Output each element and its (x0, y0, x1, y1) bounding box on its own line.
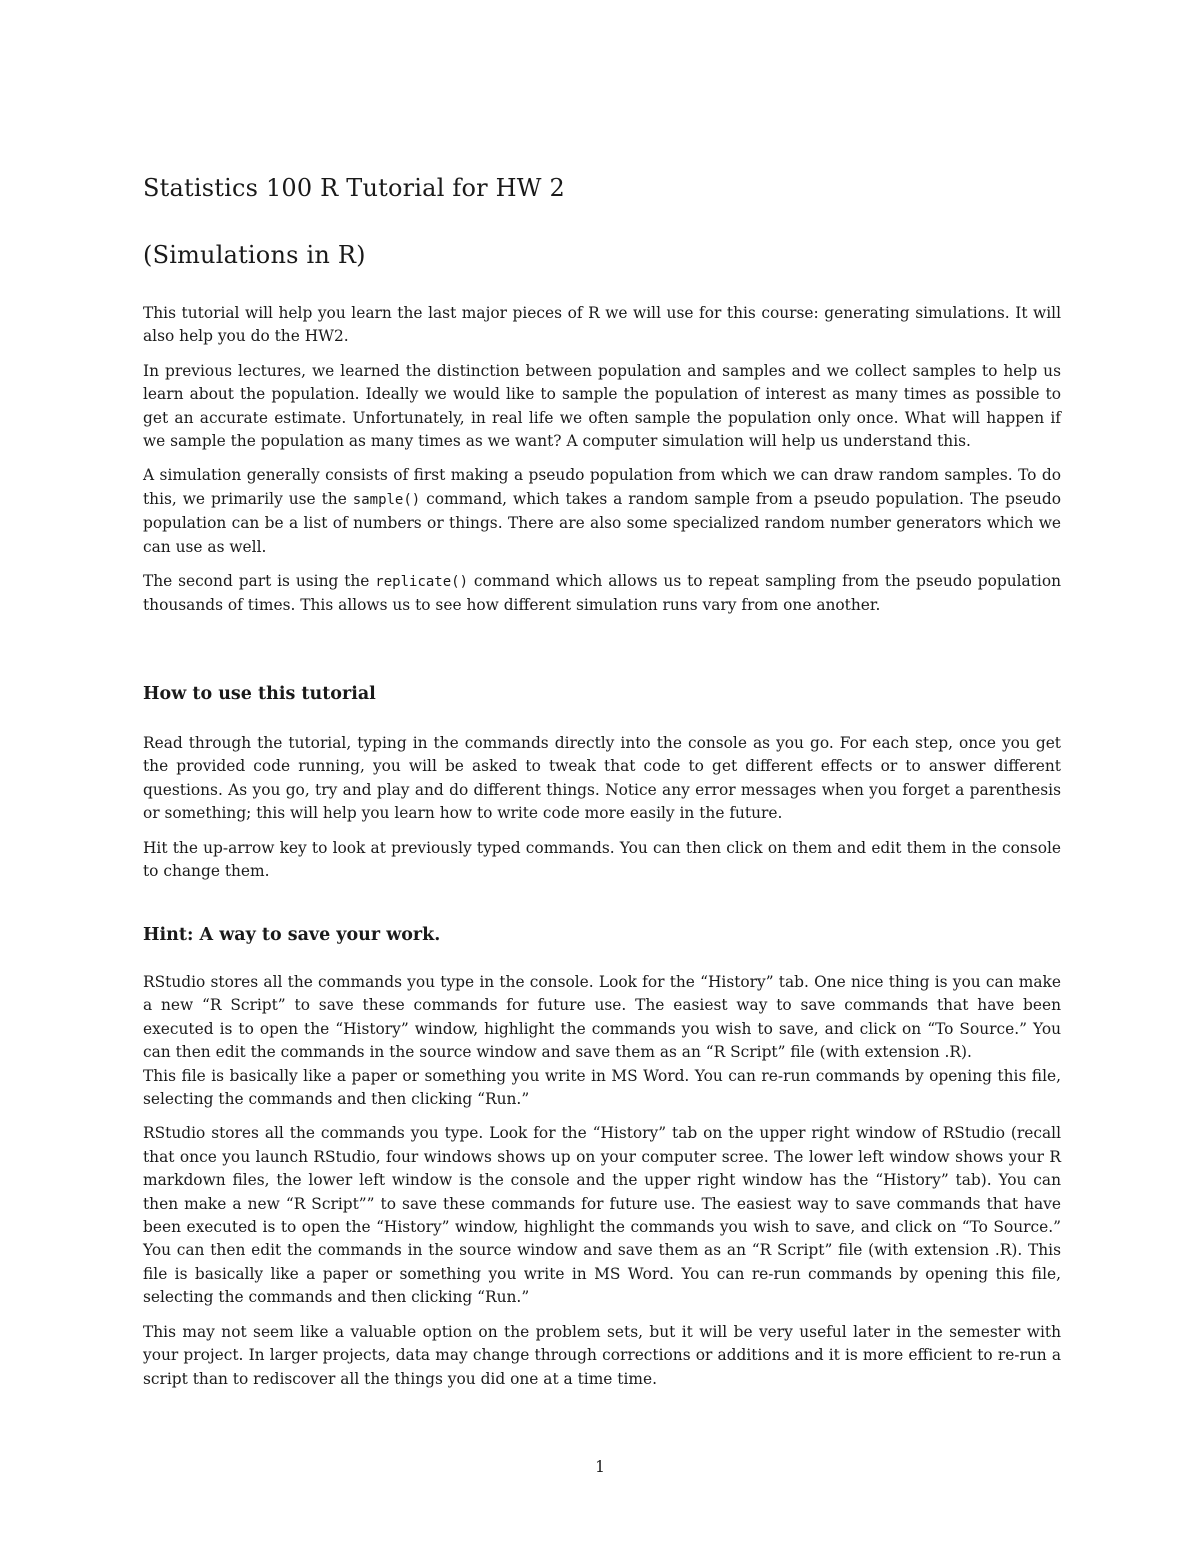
how-to-use-paragraph-2: Hit the up-arrow key to look at previously typed commands. You can then click on them and edit them in the console to change them. (143, 838, 1061, 881)
sample-command: sample() (352, 491, 421, 508)
intro-paragraph-3: A simulation generally consists of first making a pseudo population from which we can draw random samples. To do this, we primarily use the sample() command, which takes a random sample from a pseudo population. The pseudo population can be a list of numbers or things. There are also some specialized random number generators which we can use as well. (143, 466, 1061, 556)
hint-paragraph-2: RStudio stores all the commands you type. Look for the “History” tab on the upper right window of RStudio (recall that once you launch RStudio, four windows shows up on your computer scree. The lower left window shows your R markdown files, the lower left window is the console and the upper right window has the “History” tab). You can then make a new “R Script”” to save these commands for future use. The easiest way to save commands that have been executed is to open the “History” window, highlight the commands you wish to save, and click on “To Source.” You can then edit the commands in the source window and save them as an “R Script” file (with extension .R). This file is basically like a paper or something you write in MS Word. You can re-run commands by opening this file, selecting the commands and then clicking “Run.” (143, 1124, 1061, 1307)
document-subtitle: (Simulations in R) (143, 241, 366, 269)
section-heading-hint: Hint: A way to save your work. (143, 925, 441, 945)
how-to-use-paragraph-1: Read through the tutorial, typing in the commands directly into the console as you go. For each step, once you get the provided code running, you will be asked to tweak that code to get different effects or to answer different questions. As you go, try and play and do different things. Notice any error messages when you forget a parenthesis or something; this will help you learn how to write code more easily in the future. (143, 734, 1061, 823)
intro-paragraph-4: The second part is using the replicate() command which allows us to repeat sampling from the pseudo population thousands of times. This allows us to see how different simulation runs vary from one another. (143, 572, 1061, 615)
replicate-command: replicate() (375, 574, 469, 591)
intro-paragraph-2: In previous lectures, we learned the distinction between population and samples and we collect samples to help us learn about the population. Ideally we would like to sample the population of interest as many times as possible to get an accurate estimate. Unfortunately, in real life we often sample the population only once. What will happen if we sample the population as many times as we want? A computer simulation will help us understand this. (143, 361, 1061, 451)
intro-paragraph-1: This tutorial will help you learn the last major pieces of R we will use for this course: generating simulations. It will also help you do the HW2. (143, 304, 1061, 346)
hint-section (143, 971, 1061, 1391)
page-number: 1 (595, 1458, 605, 1476)
hint-paragraph-1a: RStudio stores all the commands you type in the console. Look for the “History” tab. One nice thing is you can make a new “R Script” to save these commands for future use. The easiest way to save commands that have been executed is to open the “History” window, highlight the commands you wish to save, and click on “To Source.” You can then edit the commands in the source window and save them as an “R Script” file (with extension .R). (143, 973, 1061, 1062)
document-title: Statistics 100 R Tutorial for HW 2 (143, 174, 565, 202)
how-to-use-section (143, 732, 1061, 883)
hint-paragraph-3: This may not seem like a valuable option on the problem sets, but it will be very useful later in the semester with your project. In larger projects, data may change through corrections or additions and it is more efficient to re-run a script than to rediscover all the things you did one at a time time. (143, 1322, 1061, 1388)
section-heading-how-to-use: How to use this tutorial (143, 684, 376, 704)
intro-section (143, 302, 1061, 618)
hint-paragraph-1b: This file is basically like a paper or something you write in MS Word. You can re-run commands by opening this file, selecting the commands and then clicking “Run.” (143, 1066, 1061, 1109)
